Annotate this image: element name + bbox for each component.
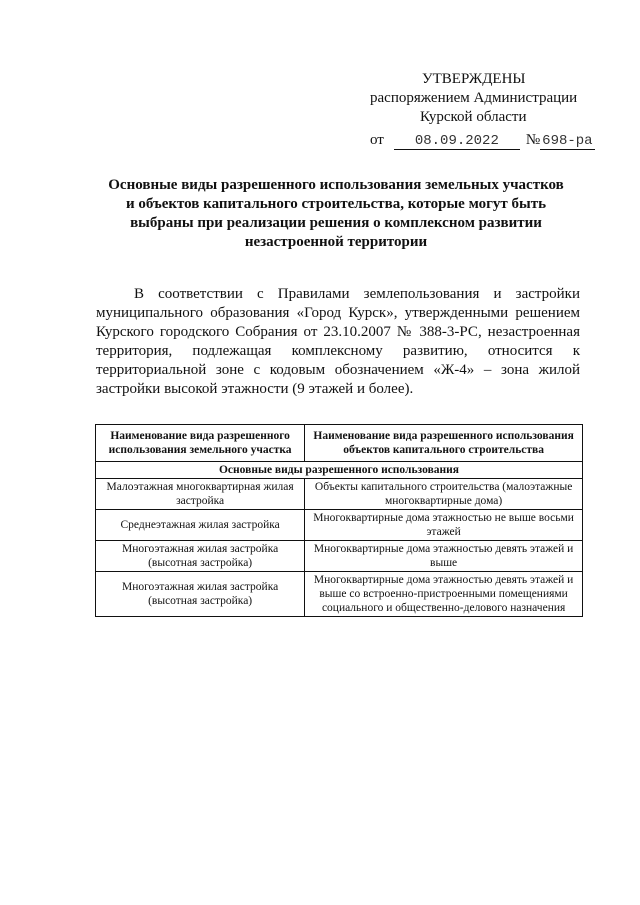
approval-block: [360, 70, 610, 150]
approval-date-number-line: [360, 131, 610, 150]
approval-date: 08.09.2022: [394, 134, 520, 150]
table-row: [96, 510, 583, 541]
table-header-row: [96, 425, 583, 462]
title-line: незастроенной территории: [244, 234, 428, 250]
paragraph-line: территория, подлежащая комплексному развитию, относится к: [96, 343, 580, 359]
approval-number: 698-ра: [542, 133, 593, 149]
capital-construction-cell: Многоквартирные дома этажностью девять этажей и выше со встроенно-пристроенными помещениями социального и общественно-делового назначения: [305, 572, 583, 617]
title-line: выбраны при реализации решения о комплексном развитии: [130, 215, 542, 231]
table-row: [96, 572, 583, 617]
paragraph-line: территориальной зоне с кодовым обозначением «Ж-4» – зона жилой: [96, 362, 580, 378]
land-plot-use-cell: Малоэтажная многоквартирная жилая застройка: [96, 479, 305, 510]
paragraph-line: застройки высокой этажности (9 этажей и более).: [96, 381, 414, 397]
section-title: Основные виды разрешенного использования: [96, 462, 583, 479]
paragraph-line: муниципального образования «Город Курск», утвержденными решением: [96, 305, 580, 321]
table-row: [96, 541, 583, 572]
body-paragraph: [96, 285, 580, 399]
header-land-plot-use: Наименование вида разрешенного использования земельного участка: [96, 425, 305, 462]
table-row: [96, 479, 583, 510]
approval-authority: распоряжением Администрации: [370, 90, 578, 106]
number-sign: №: [525, 132, 541, 148]
capital-construction-cell: Многоквартирные дома этажностью не выше восьми этажей: [305, 510, 583, 541]
from-label: от: [370, 132, 384, 148]
approval-region: Курской области: [420, 109, 527, 125]
land-plot-use-cell: Среднеэтажная жилая застройка: [96, 510, 305, 541]
capital-construction-cell: Многоквартирные дома этажностью девять этажей и выше: [305, 541, 583, 572]
approval-heading: УТВЕРЖДЕНЫ: [422, 71, 526, 87]
capital-construction-cell: Объекты капитального строительства (малоэтажные многоквартирные дома): [305, 479, 583, 510]
table-section-row: [96, 462, 583, 479]
paragraph-line: Курского городского Собрания от 23.10.2007 № 388-3-РС, незастроенная: [96, 324, 580, 340]
land-plot-use-cell: Многоэтажная жилая застройка (высотная застройка): [96, 572, 305, 617]
land-use-table: [95, 424, 583, 617]
title-line: Основные виды разрешенного использования земельных участков: [108, 177, 564, 193]
land-plot-use-cell: Многоэтажная жилая застройка (высотная застройка): [96, 541, 305, 572]
header-capital-construction-use: Наименование вида разрешенного использования объектов капитального строительства: [305, 425, 583, 462]
document-title: [96, 176, 576, 252]
paragraph-line: В соответствии с Правилами землепользования и застройки: [134, 286, 580, 302]
title-line: и объектов капитального строительства, которые могут быть: [125, 196, 547, 212]
